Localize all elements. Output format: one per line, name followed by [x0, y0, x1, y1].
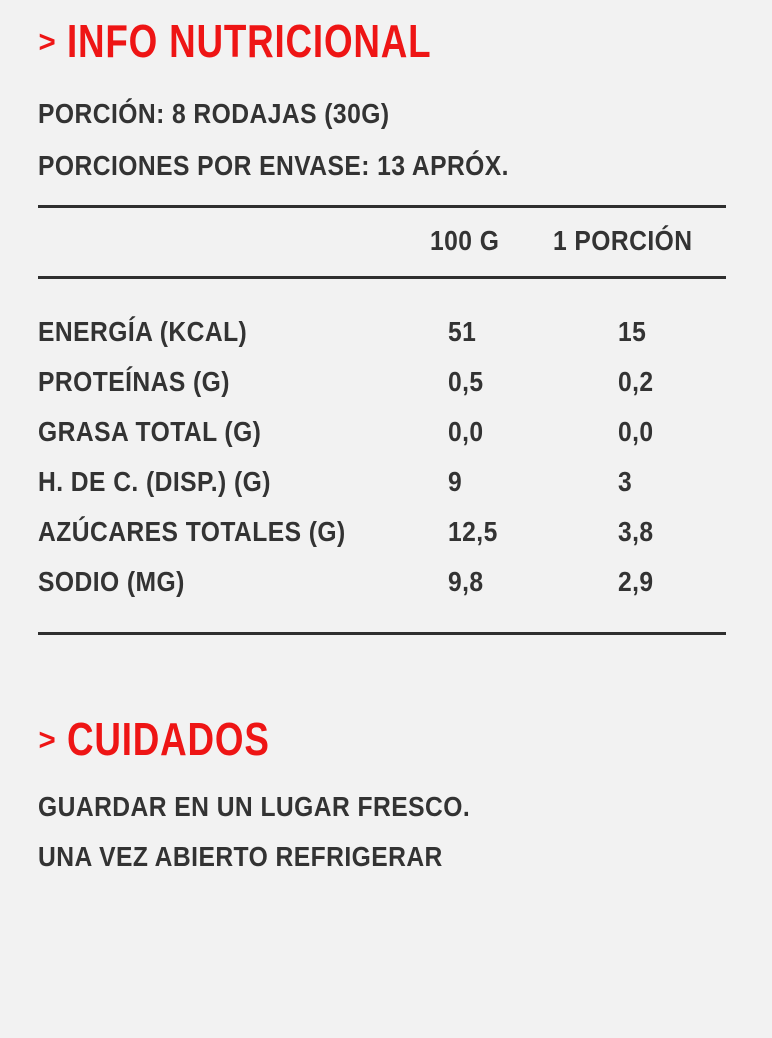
serving-size-text: PORCIÓN: 8 RODAJAS (30G) — [38, 98, 390, 129]
column-header-portion-text: 1 PORCIÓN — [553, 225, 693, 256]
table-row — [38, 307, 726, 357]
row-value-portion: 0,0 — [618, 416, 654, 447]
row-value-portion: 3 — [618, 466, 633, 497]
row-label: GRASA TOTAL (G) — [38, 416, 262, 447]
column-header-100g — [430, 227, 509, 255]
table-row — [38, 457, 726, 507]
table-row — [38, 407, 726, 457]
column-header-100g-text: 100 G — [430, 225, 500, 256]
row-value-portion: 3,8 — [618, 516, 654, 547]
row-value-100g: 9 — [448, 466, 463, 497]
row-value-100g: 0,5 — [448, 366, 484, 397]
row-label: SODIO (MG) — [38, 566, 185, 597]
nutrition-table-body — [38, 279, 726, 635]
row-value-100g: 51 — [448, 316, 477, 347]
care-line-1-text: GUARDAR EN UN LUGAR FRESCO. — [38, 791, 471, 822]
servings-per-pack-text: PORCIONES POR ENVASE: 13 APRÓX. — [38, 150, 509, 181]
row-label: ENERGÍA (KCAL) — [38, 316, 248, 347]
section-title-info-nutricional: INFO NUTRICIONAL — [67, 15, 432, 67]
row-value-100g: 12,5 — [448, 516, 498, 547]
nutrition-table-header — [38, 205, 726, 279]
row-label: AZÚCARES TOTALES (G) — [38, 516, 346, 547]
serving-size-line — [38, 88, 726, 140]
servings-per-pack-line — [38, 140, 726, 192]
table-row — [38, 357, 726, 407]
care-instructions — [38, 782, 726, 882]
info-nutricional-title-row — [38, 15, 726, 67]
row-value-100g: 0,0 — [448, 416, 484, 447]
section-title-cuidados: CUIDADOS — [67, 713, 270, 765]
column-header-portion — [553, 227, 712, 255]
cuidados-title-row — [38, 713, 726, 765]
row-value-100g: 9,8 — [448, 566, 484, 597]
care-line-2 — [38, 832, 726, 882]
chevron-right-icon: > — [38, 721, 56, 757]
row-label: PROTEÍNAS (G) — [38, 366, 230, 397]
row-value-portion: 0,2 — [618, 366, 654, 397]
care-line-1 — [38, 782, 726, 832]
serving-info — [38, 88, 726, 192]
row-value-portion: 2,9 — [618, 566, 654, 597]
row-value-portion: 15 — [618, 316, 647, 347]
care-line-2-text: UNA VEZ ABIERTO REFRIGERAR — [38, 841, 443, 872]
row-label: H. DE C. (DISP.) (G) — [38, 466, 271, 497]
table-row — [38, 557, 726, 607]
chevron-right-icon: > — [38, 23, 56, 59]
table-row — [38, 507, 726, 557]
